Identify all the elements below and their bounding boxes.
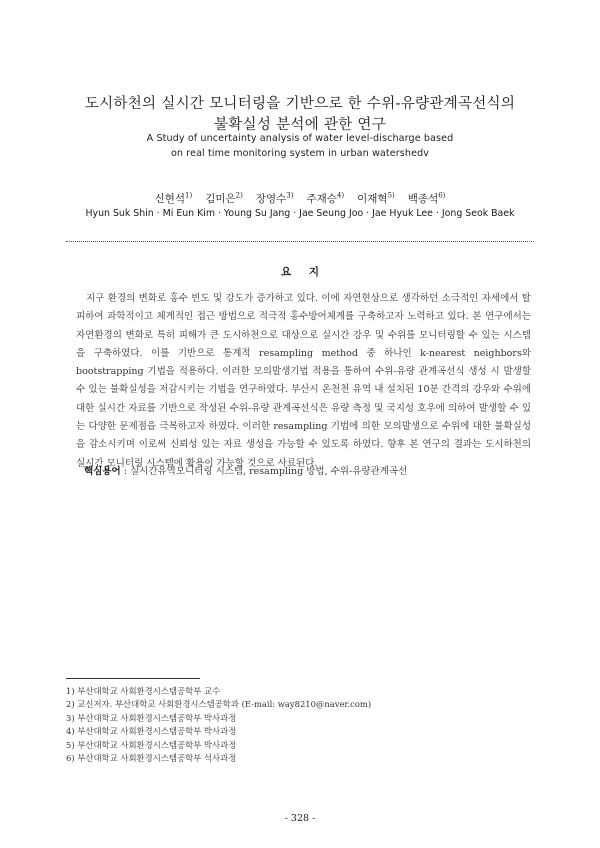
- footnote-divider: [66, 678, 200, 679]
- author-mark: 5): [387, 191, 395, 200]
- author-name: 신현석: [154, 193, 186, 205]
- author-mark: 4): [336, 191, 345, 200]
- keywords-label: 핵심용어: [84, 466, 121, 477]
- abstract-text: 지구 환경의 변화로 홍수 빈도 및 강도가 증가하고 있다. 이에 자연현상으로 생각하던 소극적인 자세에서 탈피하여 과학적이고 체계적인 접근 방법으로 적극적 홍수방어체계를 구축하고자 노력하고 있다. 본 연구에서는 자연환경의 변화로 특히 피해가 큰 도시하천으로 대상으로 실시간 강우 및 수위를 모니터링할 수 있는 시스템을 구축하였다. 이를 기반으로 통계적 resampling method 중 하나인 k-nearest neighbors와 bootstrapping 기법을 적용하다. 이러한 모의발생기법 적용을 통하여 수위-유량 관계곡선식 생성 시 발생할 수 있는 불확실성을 저감시키는 기법을 연구하였다. 부산시 온천천 유역 내 설치된 10분 간격의 강우와 수위에 대한 실시간 자료를 기반으로 작성된 수위-유량 관계곡선식은 유량 측정 및 국지성 호우에 의하여 발생할 수 있는 다양한 문제점을 극복하고자 하였다. 이러한 resampling 기법에 의한 모의발생으로 수위에 대한 불확실성을 감소시키며 이로써 신뢰성 있는 자료 생성을 가능할 수 있도록 하였다. 향후 본 연구의 결과는 도시하천의 실시간 모니터링 시스템에 활용이 가능할 것으로 사료된다.: [76, 293, 531, 469]
- author-mark: 1): [185, 191, 193, 200]
- author-mark: 6): [438, 191, 446, 200]
- footnotes: [66, 685, 536, 765]
- author-mark: 3): [286, 191, 294, 200]
- footnote: 6) 부산대학교 사회환경시스템공학부 석사과정: [66, 753, 237, 764]
- authors-english: Hyun Suk Shin · Mi Eun Kim · Young Su Jang · Jae Seung Joo · Jae Hyuk Lee · Jong Seok Baek: [85, 208, 515, 219]
- author-name: 주재승: [306, 193, 337, 205]
- footnote: 2) 교신저자. 부산대학교 사회환경시스템공학과 (E-mail: way8210@naver.com): [66, 699, 372, 710]
- title-korean-line2: 불확실성 분석에 관한 연구: [213, 117, 387, 133]
- author-name: 장영수: [255, 193, 287, 205]
- abstract-body: [76, 290, 531, 473]
- author-name: 이재혁: [357, 193, 388, 205]
- keywords: [84, 463, 534, 477]
- page-number: - 328 -: [284, 813, 316, 824]
- footnote: 3) 부산대학교 사회환경시스템공학부 박사과정: [66, 712, 237, 723]
- author-mark: 2): [235, 191, 243, 200]
- author-name: 김미은: [205, 193, 236, 205]
- footnote: 5) 부산대학교 사회환경시스템공학부 박사과정: [66, 739, 237, 750]
- footnote: 4) 부산대학교 사회환경시스템공학부 박사과정: [66, 726, 237, 737]
- section-divider: [66, 241, 534, 242]
- title-english-line2: on real time monitoring system in urban watershedv: [170, 148, 430, 159]
- footnote: 1) 부산대학교 사회환경시스템공학부 교수: [66, 686, 221, 696]
- keywords-text: : 실시간유역모니터링 시스템, resampling 방법, 수위-유량관계곡선: [120, 466, 408, 477]
- title-korean-line1: 도시하천의 실시간 모니터링을 기반으로 한 수위-유량관계곡선식의: [84, 96, 516, 112]
- title-english-line1: A Study of uncertainty analysis of water level-discharge based: [146, 133, 454, 144]
- abstract-heading: 요 지: [281, 266, 319, 278]
- authors-korean: [0, 191, 600, 206]
- author-name: 백종석: [407, 193, 439, 205]
